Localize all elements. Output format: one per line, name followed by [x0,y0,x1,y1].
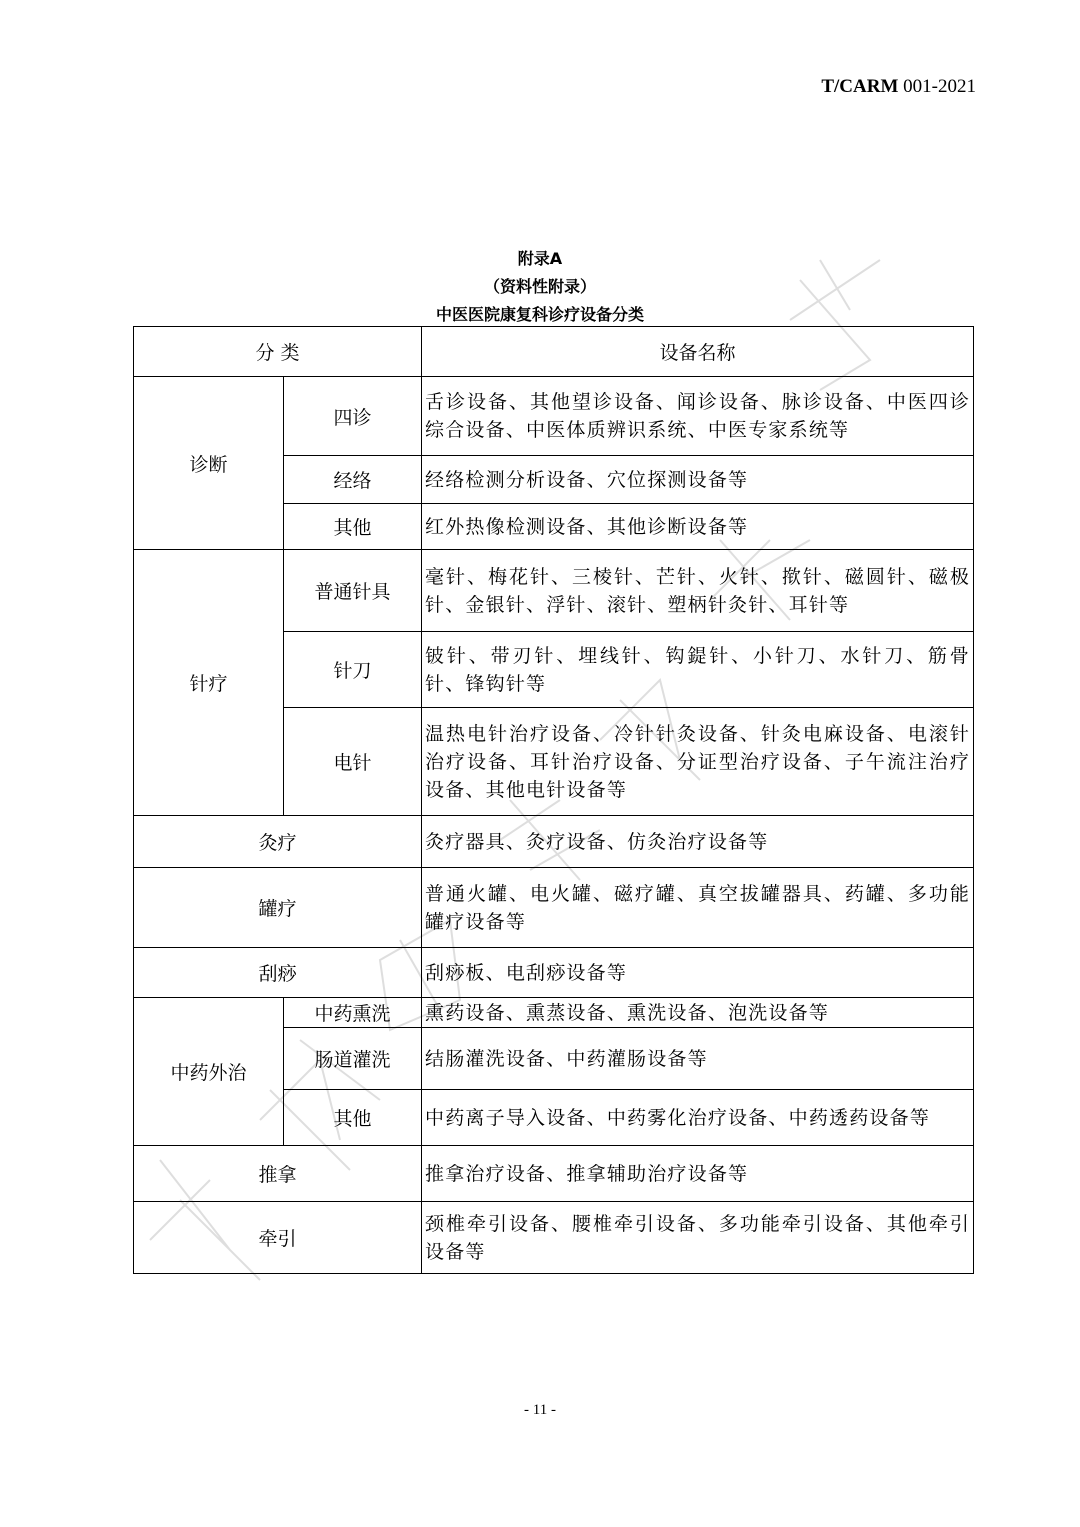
equipment-massage: 推拿治疗设备、推拿辅助治疗设备等 [422,1146,974,1202]
equipment-cupping: 普通火罐、电火罐、磁疗罐、真空拔罐器具、药罐、多功能罐疗设备等 [422,868,974,948]
equipment-traction: 颈椎牵引设备、腰椎牵引设备、多功能牵引设备、其他牵引设备等 [422,1202,974,1274]
category-massage: 推拿 [134,1146,422,1202]
equipment-moxibustion: 灸疗器具、灸疗设备、仿灸治疗设备等 [422,816,974,868]
subcategory-fumigation: 中药熏洗 [284,998,422,1028]
equipment-fumigation: 熏药设备、熏蒸设备、熏洗设备、泡洗设备等 [422,998,974,1028]
table-row [134,998,974,1028]
table-row [134,1146,974,1202]
equipment-common-needles: 毫针、梅花针、三棱针、芒针、火针、揿针、磁圆针、磁极针、金银针、浮针、滚针、塑柄针灸针、耳针等 [422,550,974,632]
category-traction: 牵引 [134,1202,422,1274]
category-external: 中药外治 [134,998,284,1146]
standard-code-number: 001-2021 [898,76,976,97]
table-row [134,550,974,632]
subcategory-external-other: 其他 [284,1090,422,1146]
header-equipment: 设备名称 [422,327,974,377]
equipment-sizhen: 舌诊设备、其他望诊设备、闻诊设备、脉诊设备、中医四诊综合设备、中医体质辨识系统、中医专家系统等 [422,377,974,456]
subcategory-diagnosis-other: 其他 [284,504,422,550]
subcategory-jingluo: 经络 [284,456,422,504]
category-acupuncture: 针疗 [134,550,284,816]
subcategory-common-needles: 普通针具 [284,550,422,632]
standard-code-prefix: T/CARM [821,76,899,97]
subcategory-sizhen: 四诊 [284,377,422,456]
equipment-electro: 温热电针治疗设备、冷针针灸设备、针灸电麻设备、电滚针治疗设备、耳针治疗设备、分证型治疗设备、子午流注治疗设备、其他电针设备等 [422,708,974,816]
category-diagnosis: 诊断 [134,377,284,550]
category-scraping: 刮痧 [134,948,422,998]
subcategory-needle-knife: 针刀 [284,632,422,708]
equipment-diagnosis-other: 红外热像检测设备、其他诊断设备等 [422,504,974,550]
equipment-scraping: 刮痧板、电刮痧设备等 [422,948,974,998]
equipment-needle-knife: 铍针、带刃针、埋线针、钩鍉针、小针刀、水针刀、筋骨针、锋钩针等 [422,632,974,708]
table-row [134,377,974,456]
equipment-jingluo: 经络检测分析设备、穴位探测设备等 [422,456,974,504]
standard-code [821,76,976,98]
equipment-external-other: 中药离子导入设备、中药雾化治疗设备、中药透药设备等 [422,1090,974,1146]
header-category: 分 类 [134,327,422,377]
table-row [134,948,974,998]
table-row [134,1202,974,1274]
subcategory-electro: 电针 [284,708,422,816]
category-moxibustion: 灸疗 [134,816,422,868]
page-number: - 11 - [524,1402,556,1418]
table-header-row [134,327,974,377]
table-caption: 中医医院康复科诊疗设备分类 [435,305,644,324]
equipment-colon: 结肠灌洗设备、中药灌肠设备等 [422,1028,974,1090]
subcategory-colon: 肠道灌洗 [284,1028,422,1090]
appendix-title: 附录A [517,249,563,268]
table-row [134,816,974,868]
table-row [134,868,974,948]
appendix-subtitle: （资料性附录） [483,277,596,296]
equipment-classification-table [133,326,974,1274]
category-cupping: 罐疗 [134,868,422,948]
